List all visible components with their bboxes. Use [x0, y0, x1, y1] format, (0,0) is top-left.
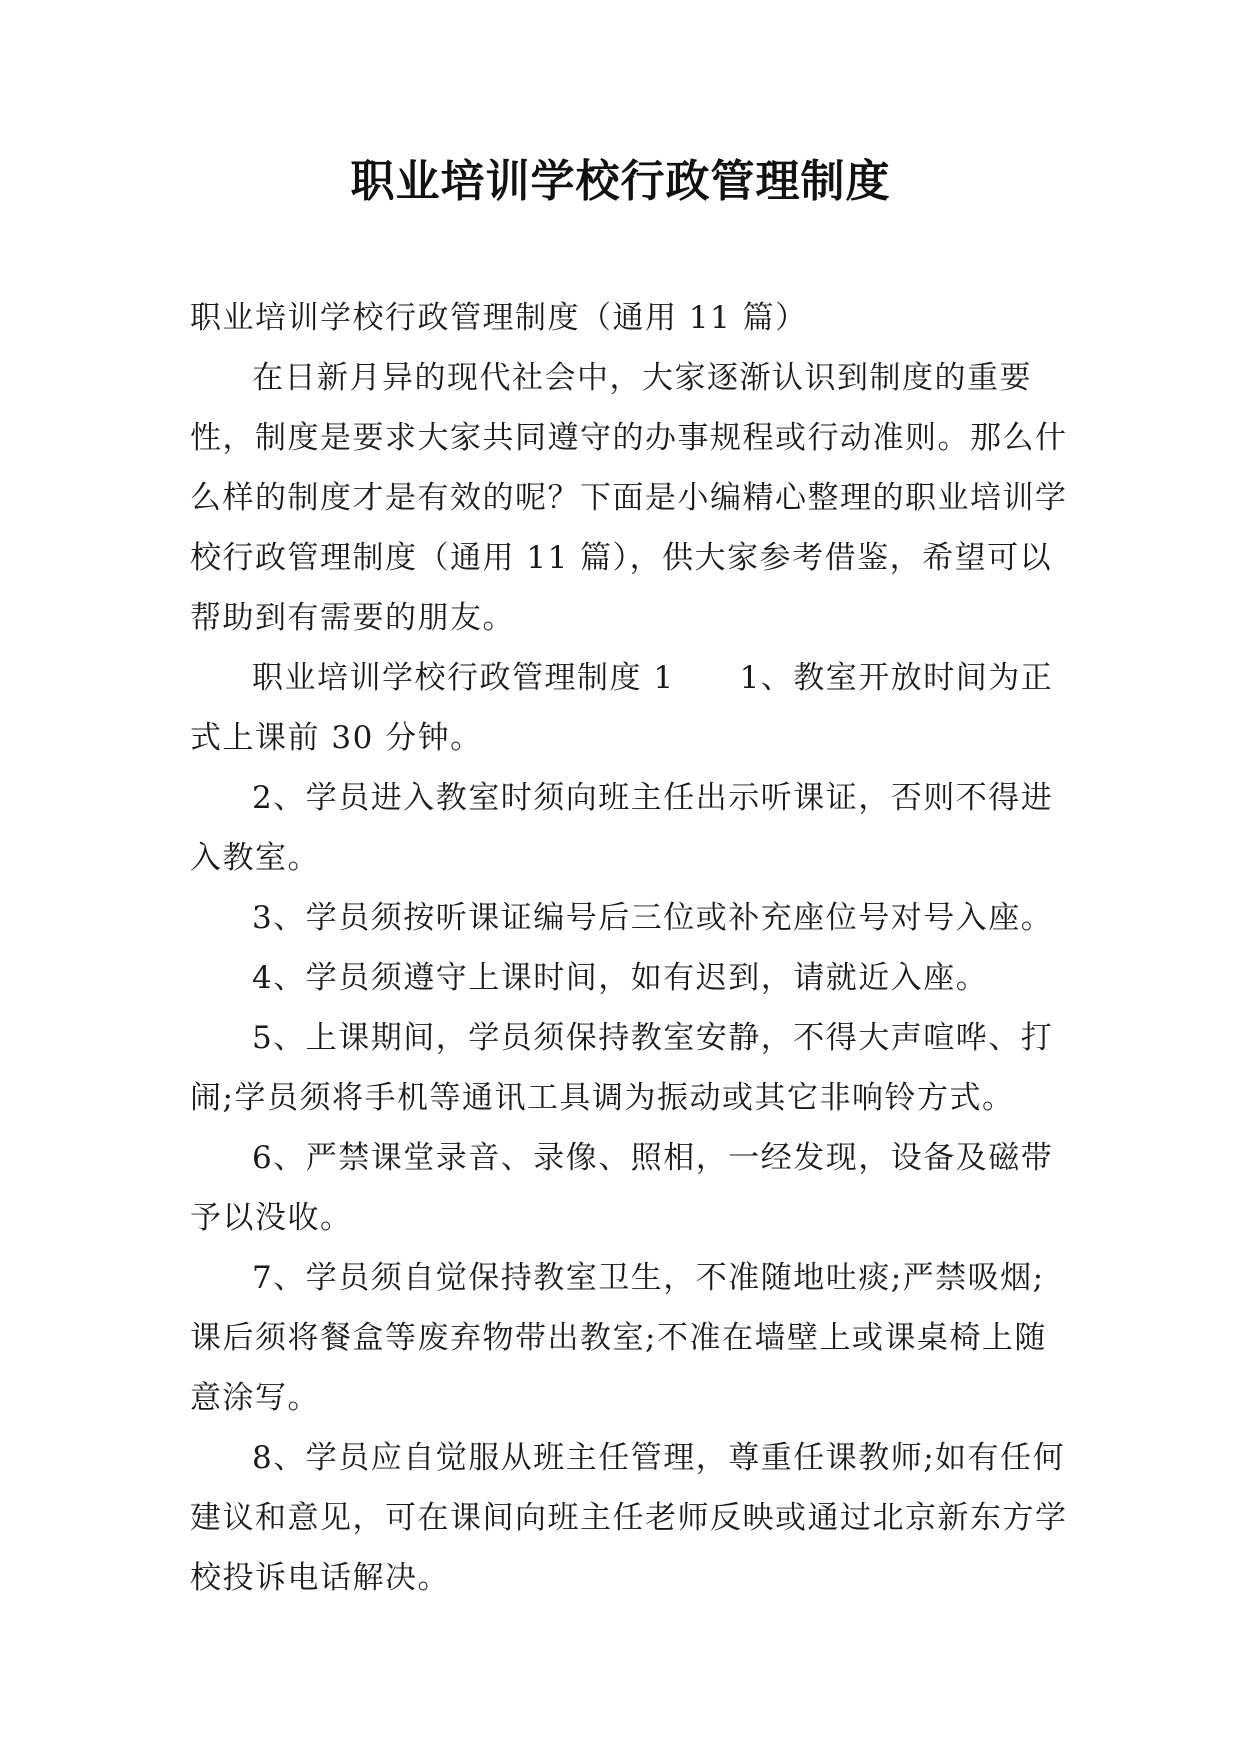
- rule-paragraph-7: 7、学员须自觉保持教室卫生，不准随地吐痰;严禁吸烟;课后须将餐盒等废弃物带出教室;不准在墙壁上或课桌椅上随意涂写。: [190, 1260, 1047, 1416]
- rule-paragraph-5: 5、上课期间，学员须保持教室安静，不得大声喧哗、打闹;学员须将手机等通讯工具调为振动或其它非响铃方式。: [190, 1020, 1054, 1116]
- intro-paragraph: 在日新月异的现代社会中，大家逐渐认识到制度的重要性，制度是要求大家共同遵守的办事规程或行动准则。那么什么样的制度才是有效的呢？下面是小编精心整理的职业培训学校行政管理制度（通用 11 篇），供大家参考借鉴，希望可以帮助到有需要的朋友。: [190, 360, 1068, 636]
- document-title: 职业培训学校行政管理制度: [350, 156, 891, 207]
- rule-paragraph-4: 4、学员须遵守上课时间，如有迟到，请就近入座。: [252, 960, 989, 996]
- rule-paragraph-2: 2、学员进入教室时须向班主任出示听课证，否则不得进入教室。: [190, 780, 1054, 876]
- document-subtitle: 职业培训学校行政管理制度（通用 11 篇）: [190, 300, 808, 336]
- rule-paragraph-8: 8、学员应自觉服从班主任管理，尊重任课教师;如有任何建议和意见，可在课间向班主任老师反映或通过北京新东方学校投诉电话解决。: [190, 1440, 1068, 1596]
- rule-paragraph-6: 6、严禁课堂录音、录像、照相，一经发现，设备及磁带予以没收。: [190, 1140, 1054, 1236]
- rule-paragraph-1: 职业培训学校行政管理制度 1 1、教室开放时间为正式上课前 30 分钟。: [190, 660, 1054, 756]
- document-body: [190, 288, 1070, 1608]
- rule-paragraph-3: 3、学员须按听课证编号后三位或补充座位号对号入座。: [252, 900, 1054, 936]
